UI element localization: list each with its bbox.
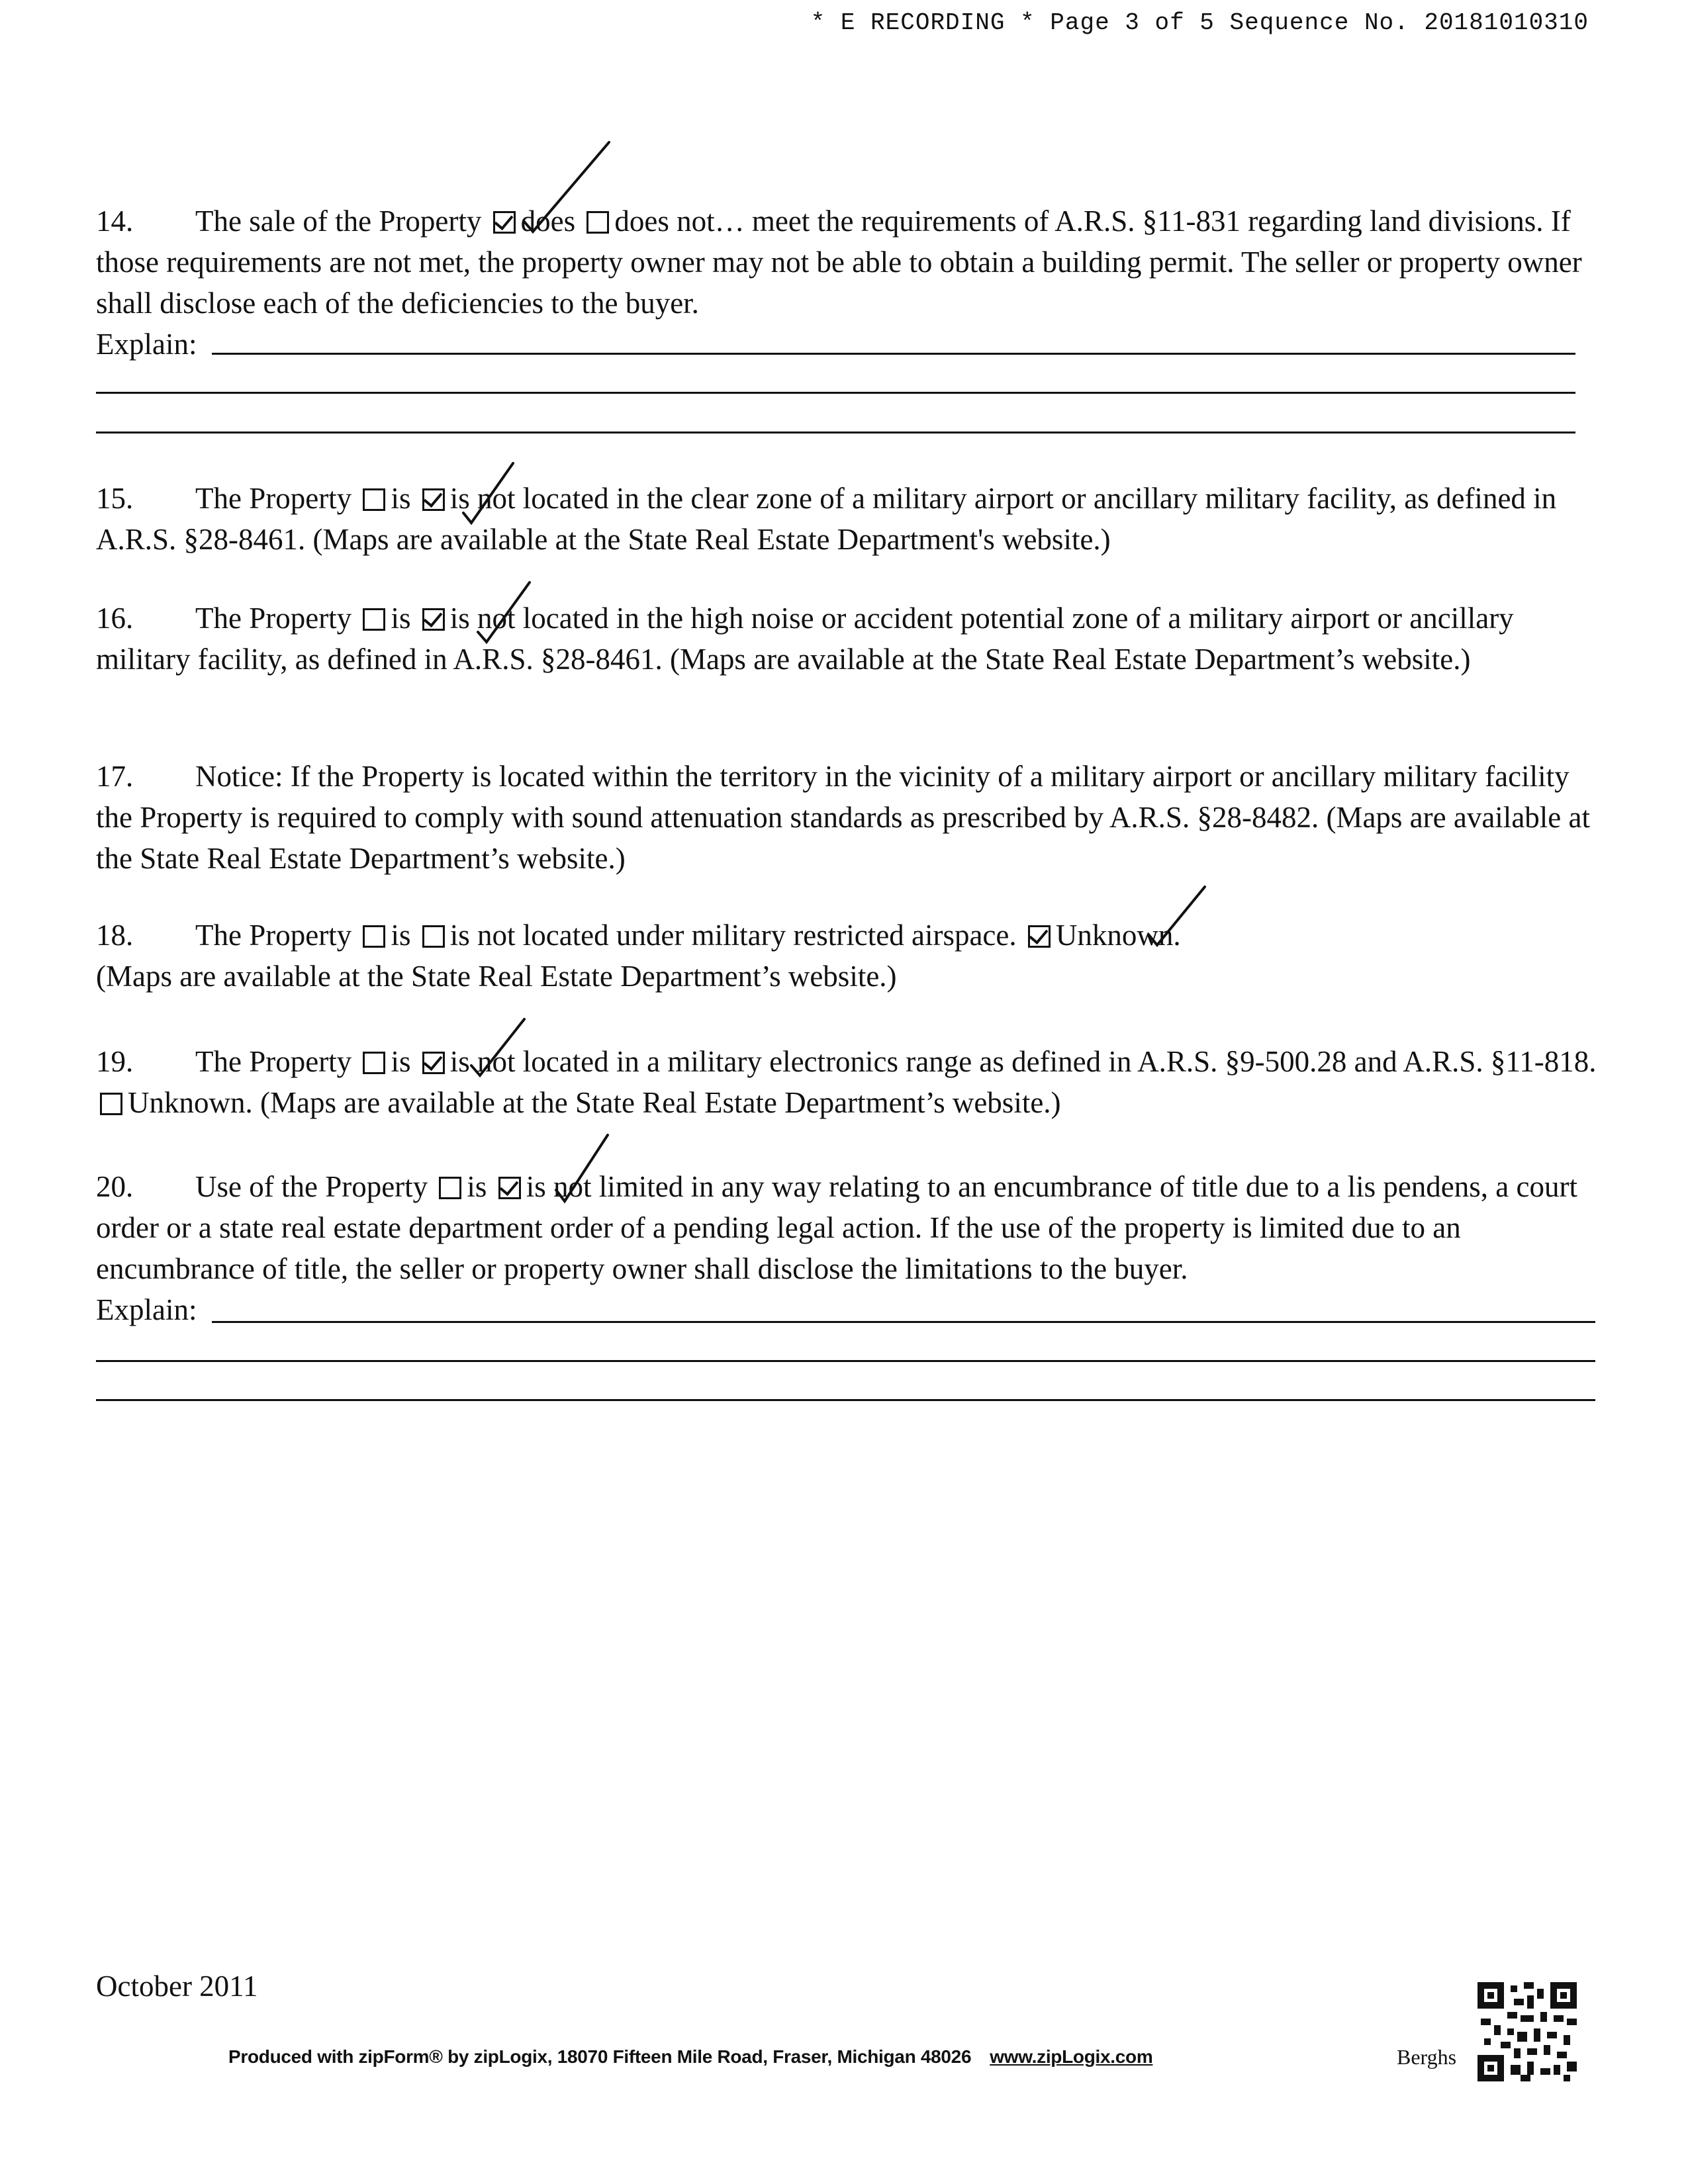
produced-text: Produced with zipForm® by zipLogix, 18070 Fifteen Mile Road, Fraser, Michigan 48026 xyxy=(228,2046,972,2067)
unknown-checkbox[interactable] xyxy=(100,1093,122,1115)
explain-line[interactable] xyxy=(96,1360,1595,1362)
is-checkbox[interactable] xyxy=(439,1177,461,1199)
is-checkbox[interactable] xyxy=(363,1052,385,1074)
item-text: The sale of the Property xyxy=(195,205,482,238)
is-not-checkbox[interactable] xyxy=(422,488,445,511)
ziplogix-link[interactable]: www.zipLogix.com xyxy=(990,2046,1153,2067)
is-checkbox[interactable] xyxy=(363,488,385,511)
unknown-checkbox[interactable] xyxy=(1028,925,1051,948)
option-label: is xyxy=(391,602,411,635)
option-label: does xyxy=(520,205,576,238)
option-label: is not located in the high noise or accident potential zone of a military airport or ancillary military facility, as defined in A.R.S. §28-8461. (Maps are available at the State Real Estate Department’s website.) xyxy=(96,602,1514,676)
option-label: is xyxy=(467,1170,487,1203)
does-checkbox[interactable] xyxy=(493,211,516,234)
option-label: is not located in a military electronics range as defined in A.R.S. §9-500.28 and A.R.S. §11-818. xyxy=(449,1045,1597,1078)
explain-label: Explain: xyxy=(96,1293,197,1326)
item-number: 16. xyxy=(96,602,134,635)
is-not-checkbox[interactable] xyxy=(422,925,445,948)
produced-with-note xyxy=(228,2046,1152,2068)
item-number: 15. xyxy=(96,482,134,515)
option-label: Unknown. xyxy=(1055,919,1181,952)
explain-line[interactable] xyxy=(96,432,1575,433)
is-checkbox[interactable] xyxy=(363,608,385,631)
option-label: is not located under military restricted airspace. xyxy=(449,919,1017,952)
is-not-checkbox[interactable] xyxy=(422,1052,445,1074)
option-label: is xyxy=(391,482,411,515)
option-label: is not located in the clear zone of a military airport or ancillary military facility, as defined in A.R.S. §28-8461. (Maps are available at the State Real Estate Department's website.) xyxy=(96,482,1557,556)
item-15 xyxy=(96,478,1602,560)
item-19 xyxy=(96,1041,1602,1123)
item-number: 19. xyxy=(96,1045,134,1078)
item-text: (Maps are available at the State Real Estate Department’s website.) xyxy=(260,1086,1061,1119)
item-text: The Property xyxy=(195,482,352,515)
item-number: 20. xyxy=(96,1170,134,1203)
is-not-checkbox[interactable] xyxy=(498,1177,521,1199)
form-date: October 2011 xyxy=(96,1970,258,2003)
item-text: The Property xyxy=(195,919,352,952)
option-label: is not limited in any way relating to an encumbrance of title due to a lis pendens, a court order or a state real estate department order of a pending legal action. If the use of the property is limited due to an encumbrance of title, the seller or property owner shall disclose the limitations to the buyer. xyxy=(96,1170,1577,1285)
option-label: is xyxy=(391,919,411,952)
item-text: The Property xyxy=(195,1045,352,1078)
option-label: does not… meet the requirements of A.R.S. §11-831 regarding land divisions. If those requirements are not met, the property owner may not be able to obtain a building permit. The seller or property owner shall disclose each of the deficiencies to the buyer. xyxy=(96,205,1582,320)
explain-line[interactable] xyxy=(212,353,1575,355)
recording-header: * E RECORDING * Page 3 of 5 Sequence No. 20181010310 xyxy=(810,9,1589,36)
item-14 xyxy=(96,201,1602,324)
item-text: The Property xyxy=(195,602,352,635)
option-label: is xyxy=(391,1045,411,1078)
file-name: Berghs xyxy=(1397,2045,1457,2069)
item-text: (Maps are available at the State Real Estate Department’s website.) xyxy=(96,960,897,993)
explain-line[interactable] xyxy=(96,1399,1595,1401)
item-number: 17. xyxy=(96,760,134,793)
item-number: 14. xyxy=(96,205,134,238)
item-16 xyxy=(96,598,1602,680)
option-label: Unknown. xyxy=(128,1086,253,1119)
explain-label: Explain: xyxy=(96,328,197,361)
item-17 xyxy=(96,756,1602,879)
explain-line[interactable] xyxy=(212,1321,1595,1323)
is-checkbox[interactable] xyxy=(363,925,385,948)
is-not-checkbox[interactable] xyxy=(422,608,445,631)
item-20 xyxy=(96,1166,1618,1289)
qr-code-icon xyxy=(1477,1982,1577,2081)
does-not-checkbox[interactable] xyxy=(586,211,609,234)
item-number: 18. xyxy=(96,919,134,952)
item-text: Use of the Property xyxy=(195,1170,428,1203)
item-18 xyxy=(96,915,1602,997)
item-text: Notice: If the Property is located within the territory in the vicinity of a military airport or ancillary military facility the Property is required to comply with sound attenuation standards as prescribed by A.R.S. §28-8482. (Maps are available at the State Real Estate Department’s website.) xyxy=(96,760,1590,875)
explain-line[interactable] xyxy=(96,392,1575,394)
